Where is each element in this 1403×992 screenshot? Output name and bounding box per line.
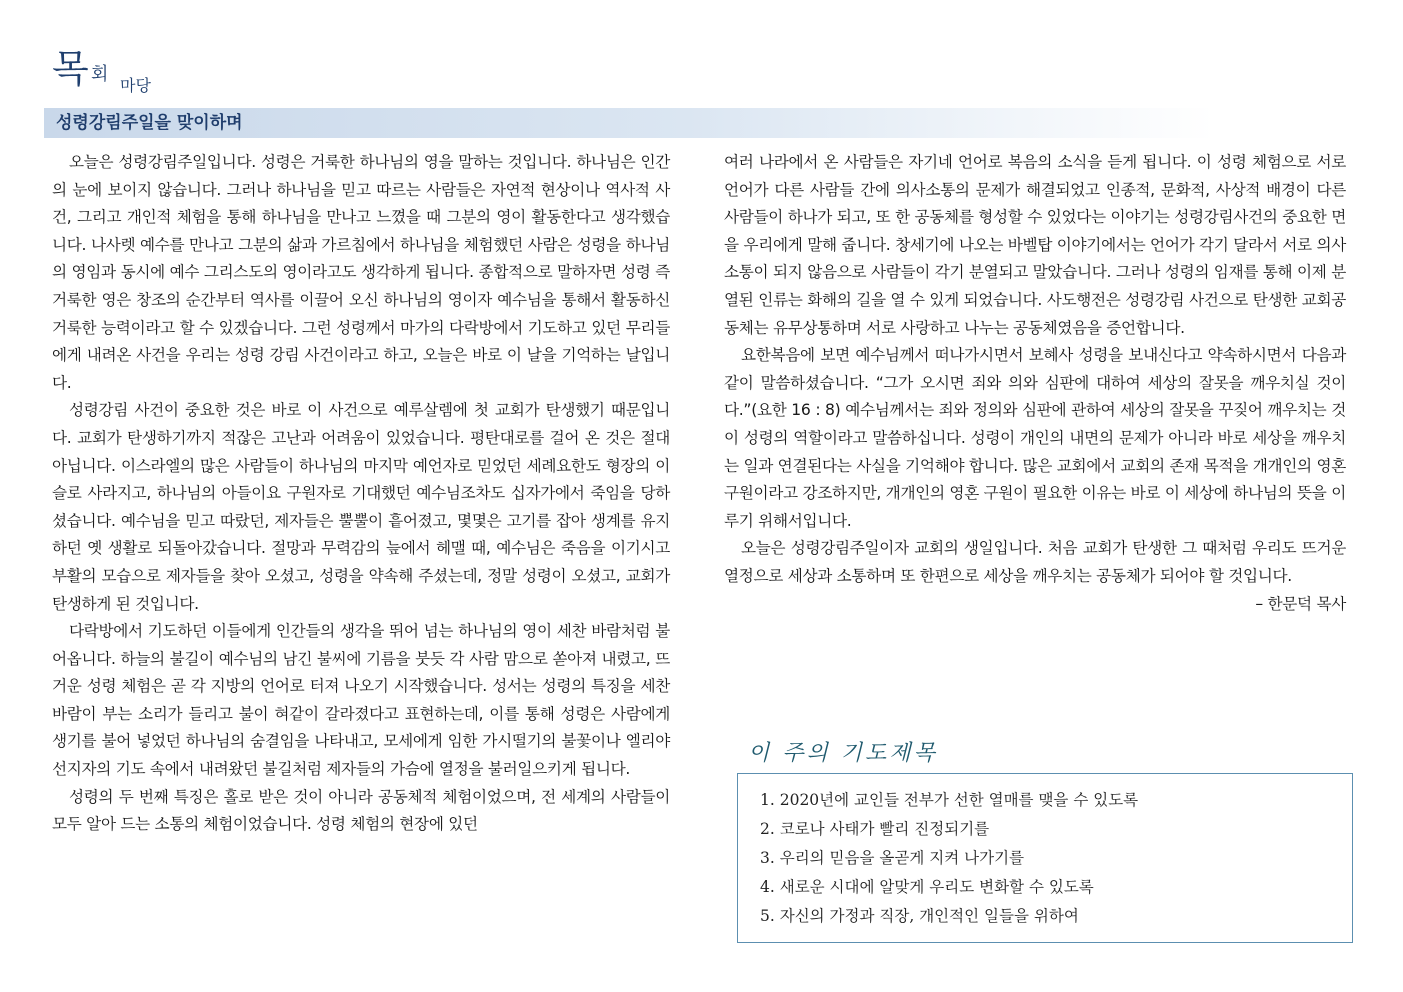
list-item: 1. 2020년에 교인들 전부가 선한 열매를 맺을 수 있도록	[760, 791, 1139, 809]
logo-small-text: 마당	[120, 76, 151, 95]
prayer-list-box	[737, 773, 1353, 943]
paragraph: 오늘은 성령강림주일입니다. 성령은 거룩한 하나님의 영을 말하는 것입니다. 하나님은 인간의 눈에 보이지 않습니다. 그러나 하나님을 믿고 따르는 사람들은 자연적 현상이나 역사적 사건, 그리고 개인적 체험을 통해 하나님을 만나고 느꼈을 때 그분의 영이 활동한다고 생각했습니다. 나사렛 예수를 만나고 그분의 삶과 가르침에서 하나님을 체험했던 사람은 성령을 하나님의 영임과 동시에 예수 그리스도의 영이라고도 생각하게 됩니다. 종합적으로 말하자면 성령 즉 거룩한 영은 창조의 순간부터 역사를 이끌어 오신 하나님의 영이자 예수님을 통해서 활동하신 거룩한 능력이라고 할 수 있겠습니다. 그런 성령께서 마가의 다락방에서 기도하고 있던 무리들에게 내려온 사건을 우리는 성령 강림 사건이라고 하고, 오늘은 바로 이 날을 기억하는 날입니다.	[52, 153, 670, 392]
logo-mid-char: 회	[91, 64, 109, 85]
list-item: 4. 새로운 시대에 알맞게 우리도 변화할 수 있도록	[760, 878, 1094, 896]
list-item: 2. 코로나 사태가 빨리 진정되기를	[760, 820, 990, 838]
prayer-list	[738, 774, 1352, 931]
left-column	[52, 149, 670, 839]
paragraph: 여러 나라에서 온 사람들은 자기네 언어로 복음의 소식을 듣게 됩니다. 이 성령 체험으로 서로 언어가 다른 사람들 간에 의사소통의 문제가 해결되었고 인종적, 문화적, 사상적 배경이 다른 사람들이 하나가 되고, 또 한 공동체를 형성할 수 있었다는 이야기는 성령강림사건의 중요한 면을 우리에게 말해 줍니다. 창세기에 나오는 바벨탑 이야기에서는 언어가 각기 달라서 서로 의사소통이 되지 않음으로 사람들이 각기 분열되고 말았습니다. 그러나 성령의 임재를 통해 이제 분열된 인류는 화해의 길을 열 수 있게 되었습니다. 사도행전은 성령강림 사건으로 탄생한 교회공동체는 유무상통하며 서로 사랑하고 나누는 공동체였음을 증언합니다.	[724, 153, 1346, 337]
masthead-logo	[50, 46, 190, 106]
paragraph: 성령의 두 번째 특징은 홀로 받은 것이 아니라 공동체적 체험이었으며, 전 세계의 사람들이 모두 알아 드는 소통의 체험이었습니다. 성령 체험의 현장에 있던	[52, 787, 670, 834]
right-column	[724, 149, 1346, 618]
paragraph: 오늘은 성령강림주일이자 교회의 생일입니다. 처음 교회가 탄생한 그 때처럼 우리도 뜨거운 열정으로 세상과 소통하며 또 한편으로 세상을 깨우치는 공동체가 되어야 할 것입니다.	[724, 539, 1346, 585]
title-banner	[44, 108, 1214, 138]
list-item: 3. 우리의 믿음을 올곧게 지켜 나가기를	[760, 849, 1025, 867]
author-signature: – 한문덕 목사	[1255, 594, 1346, 613]
paragraph: 다락방에서 기도하던 이들에게 인간들의 생각을 뛰어 넘는 하나님의 영이 세찬 바람처럼 불어옵니다. 하늘의 불길이 예수님의 남긴 불씨에 기름을 붓듯 각 사람 맘으로 쏟아져 내렸고, 뜨거운 성령 체험은 곧 각 지방의 언어로 터져 나오기 시작했습니다. 성서는 성령의 특징을 세찬 바람이 부는 소리가 들리고 불이 혀같이 갈라졌다고 표현하는데, 이를 통해 성령은 사람에게 생기를 불어 넣었던 하나님의 숨결임을 나타내고, 모세에게 임한 가시떨기의 불꽃이나 엘리야 선지자의 기도 속에서 내려왔던 불길처럼 제자들의 가슴에 열정을 불러일으키게 됩니다.	[52, 622, 670, 779]
list-item: 5. 자신의 가정과 직장, 개인적인 일들을 위하여	[760, 907, 1079, 925]
logo-big-char: 목	[52, 47, 87, 91]
paragraph: 요한복음에 보면 예수님께서 떠나가시면서 보혜사 성령을 보내신다고 약속하시면서 다음과 같이 말씀하셨습니다. “그가 오시면 죄와 의와 심판에 대하여 세상의 잘못을 깨우치실 것이다.”(요한 16 : 8) 예수님께서는 죄와 정의와 심판에 관하여 세상의 잘못을 꾸짖어 깨우치는 것이 성령의 역할이라고 말씀하십니다. 성령이 개인의 내면의 문제가 아니라 바로 세상을 깨우치는 일과 연결된다는 사실을 기억해야 합니다. 많은 교회에서 교회의 존재 목적을 개개인의 영혼 구원이라고 강조하지만, 개개인의 영혼 구원이 필요한 이유는 바로 이 세상에 하나님의 뜻을 이루기 위해서입니다.	[724, 346, 1346, 530]
paragraph: 성령강림 사건이 중요한 것은 바로 이 사건으로 예루살렘에 첫 교회가 탄생했기 때문입니다. 교회가 탄생하기까지 적잖은 고난과 어려움이 있었습니다. 평탄대로를 걸어 온 것은 절대 아닙니다. 이스라엘의 많은 사람들이 하나님의 마지막 예언자로 믿었던 세례요한도 형장의 이슬로 사라지고, 하나님의 아들이요 구원자로 기대했던 예수님조차도 십자가에서 죽임을 당하셨습니다. 예수님을 믿고 따랐던, 제자들은 뿔뿔이 흩어졌고, 몇몇은 고기를 잡아 생계를 유지하던 옛 생활로 되돌아갔습니다. 절망과 무력감의 늪에서 헤맬 때, 예수님은 죽음을 이기시고 부활의 모습으로 제자들을 찾아 오셨고, 성령을 약속해 주셨는데, 정말 성령이 오셨고, 교회가 탄생하게 된 것입니다.	[52, 401, 670, 613]
article-title: 성령강림주일을 맞이하며	[56, 113, 243, 133]
prayer-section-title: 이 주의 기도제목	[748, 741, 938, 766]
